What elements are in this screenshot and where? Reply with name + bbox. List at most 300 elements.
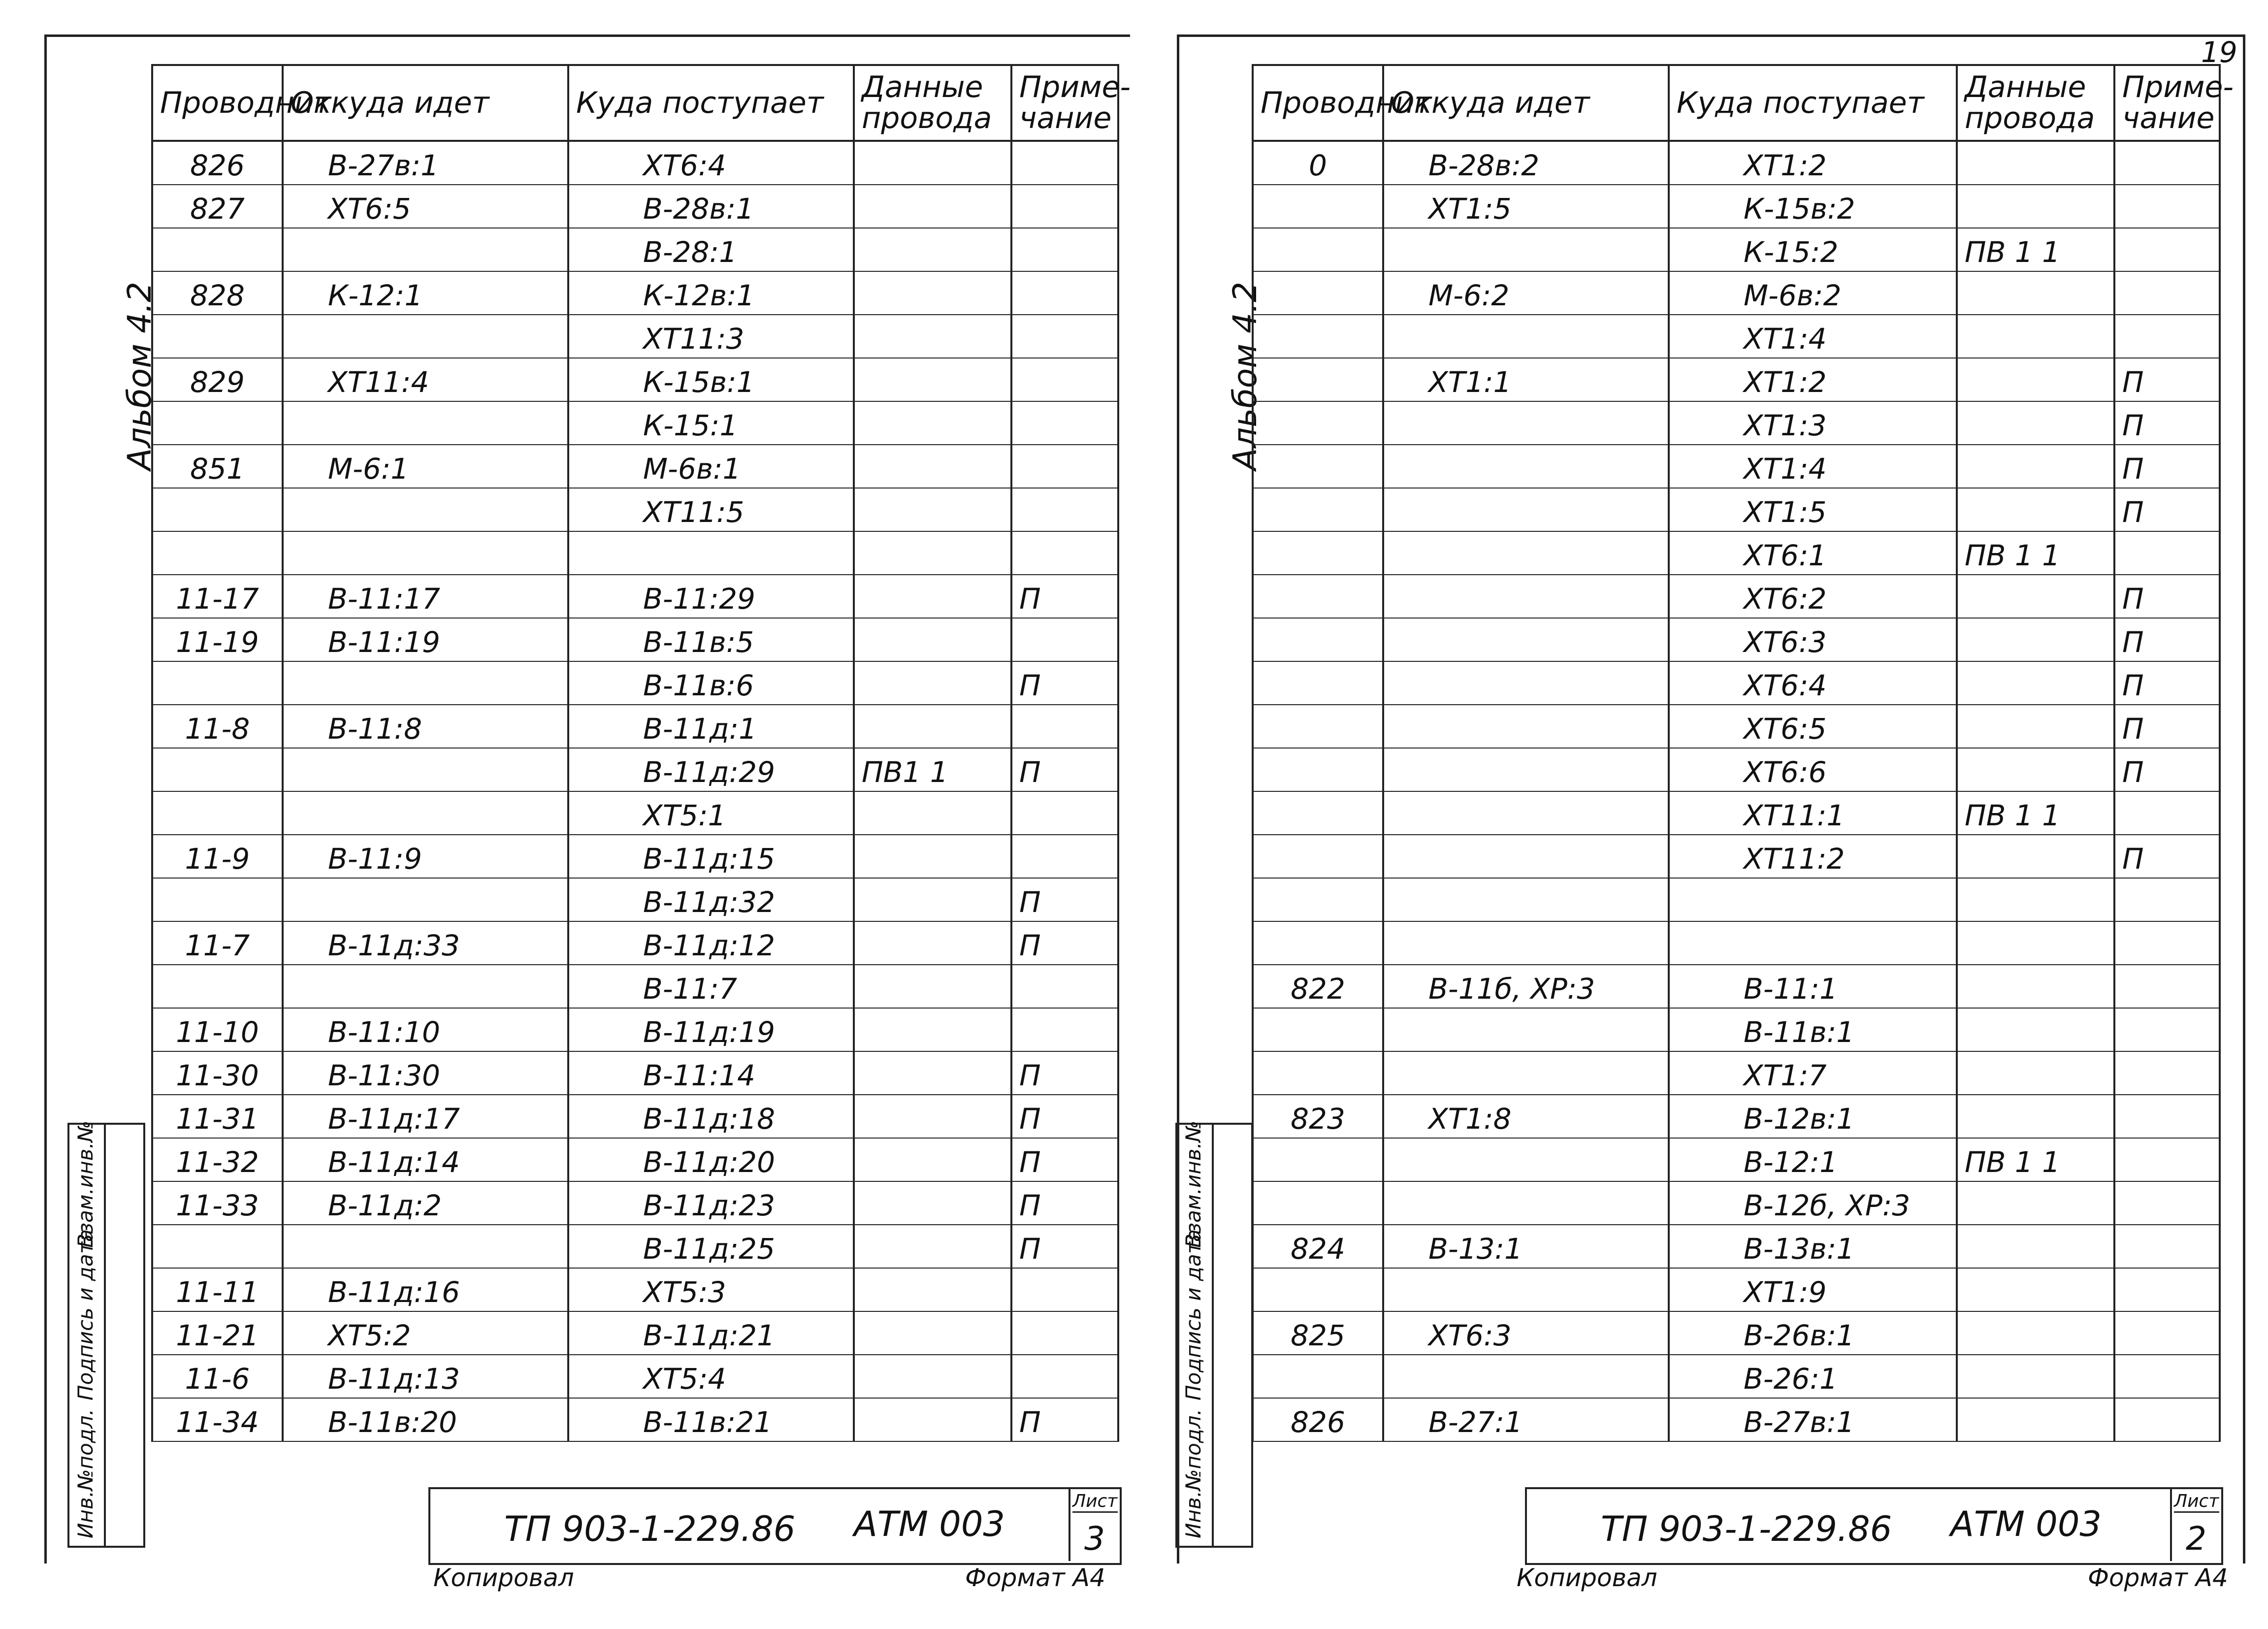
cell-note: П	[2114, 401, 2220, 445]
side-stamp	[67, 1120, 145, 1548]
cell-note	[1011, 705, 1118, 748]
cell-note: П	[1011, 1095, 1118, 1138]
table-body	[152, 141, 1118, 1441]
cell-note	[2114, 141, 2220, 185]
cell-conductor: 11-30	[152, 1051, 283, 1095]
cell-to: В-11в:1	[1669, 1008, 1957, 1051]
footer-format: Формат А4	[2088, 1564, 2228, 1592]
cell-to: В-11в:21	[568, 1398, 854, 1441]
cell-from	[1383, 531, 1669, 575]
cell-from: В-13:1	[1383, 1225, 1669, 1268]
cell-conductor	[1253, 1138, 1383, 1181]
cell-from	[283, 748, 568, 791]
cell-note	[2114, 791, 2220, 835]
cell-note: П	[1011, 921, 1118, 965]
table-row	[1253, 878, 2220, 921]
cell-note: П	[1011, 1181, 1118, 1225]
cell-wire-data	[1957, 1051, 2114, 1095]
table-row	[152, 531, 1118, 575]
table-row	[152, 705, 1118, 748]
cell-to: В-26:1	[1669, 1355, 1957, 1398]
table-row	[152, 835, 1118, 878]
cell-to: ХТ6:4	[1669, 661, 1957, 705]
cell-conductor	[1253, 1008, 1383, 1051]
cell-wire-data	[854, 575, 1011, 618]
title-code: ТП 903-1-229.86	[504, 1509, 796, 1549]
cell-to: В-11д:1	[568, 705, 854, 748]
cell-from	[1383, 445, 1669, 488]
cell-conductor: 11-32	[152, 1138, 283, 1181]
cell-conductor: 11-6	[152, 1355, 283, 1398]
cell-from	[1383, 575, 1669, 618]
cell-wire-data	[854, 488, 1011, 531]
cell-note	[2114, 185, 2220, 228]
cell-to: В-11д:12	[568, 921, 854, 965]
cell-note	[2114, 1181, 2220, 1225]
cell-conductor	[1253, 1268, 1383, 1311]
cell-wire-data	[1957, 878, 2114, 921]
cell-note: П	[2114, 835, 2220, 878]
cell-note	[1011, 488, 1118, 531]
sheet-left	[44, 34, 1130, 1564]
cell-wire-data	[854, 271, 1011, 315]
cell-to: В-11д:29	[568, 748, 854, 791]
cell-from	[1383, 878, 1669, 921]
cell-wire-data	[854, 1008, 1011, 1051]
cell-to: ХТ6:2	[1669, 575, 1957, 618]
cell-wire-data	[854, 661, 1011, 705]
cell-to: ХТ11:5	[568, 488, 854, 531]
table-row	[1253, 835, 2220, 878]
cell-to: К-15:1	[568, 401, 854, 445]
cell-to: В-28:1	[568, 228, 854, 271]
cell-note	[1011, 791, 1118, 835]
cell-from	[283, 661, 568, 705]
cell-wire-data	[854, 445, 1011, 488]
cell-to: ХТ1:4	[1669, 445, 1957, 488]
cell-note	[2114, 1051, 2220, 1095]
cell-conductor: 11-9	[152, 835, 283, 878]
cell-from: М-6:2	[1383, 271, 1669, 315]
stamp-label-replace: Взам.инв.№	[73, 1120, 97, 1248]
footer-format: Формат А4	[965, 1564, 1105, 1592]
cell-from	[1383, 488, 1669, 531]
table-row	[1253, 1398, 2220, 1441]
cell-from	[1383, 1355, 1669, 1398]
sheet-number: 3	[1084, 1520, 1105, 1558]
side-stamp	[1175, 1120, 1253, 1548]
cell-wire-data	[854, 618, 1011, 661]
cell-note	[2114, 1355, 2220, 1398]
cell-note	[1011, 531, 1118, 575]
cell-note	[2114, 1095, 2220, 1138]
cell-wire-data	[1957, 835, 2114, 878]
cell-from	[1383, 315, 1669, 358]
wiring-table	[1252, 64, 2234, 1442]
cell-from	[1383, 1268, 1669, 1311]
cell-to: В-12:1	[1669, 1138, 1957, 1181]
cell-from: В-11б, ХР:3	[1383, 965, 1669, 1008]
cell-to: В-11д:15	[568, 835, 854, 878]
cell-conductor	[1253, 1051, 1383, 1095]
cell-from	[283, 965, 568, 1008]
table-row	[152, 575, 1118, 618]
cell-to: В-11д:25	[568, 1225, 854, 1268]
cell-note	[1011, 185, 1118, 228]
cell-wire-data	[1957, 1398, 2114, 1441]
cell-to: ХТ6:4	[568, 141, 854, 185]
cell-conductor: 822	[1253, 965, 1383, 1008]
cell-conductor: 829	[152, 358, 283, 401]
album-label: Альбом 4.2	[121, 281, 159, 470]
cell-conductor: 11-11	[152, 1268, 283, 1311]
table-row	[152, 965, 1118, 1008]
cell-conductor: 11-7	[152, 921, 283, 965]
table-row	[152, 271, 1118, 315]
cell-wire-data	[854, 228, 1011, 271]
cell-from: В-27:1	[1383, 1398, 1669, 1441]
cell-to: В-27в:1	[1669, 1398, 1957, 1441]
cell-to: ХТ1:5	[1669, 488, 1957, 531]
cell-to: ХТ1:9	[1669, 1268, 1957, 1311]
table-row	[1253, 358, 2220, 401]
cell-conductor	[152, 531, 283, 575]
cell-to: ХТ11:1	[1669, 791, 1957, 835]
cell-conductor: 11-34	[152, 1398, 283, 1441]
cell-wire-data	[854, 185, 1011, 228]
cell-conductor: 827	[152, 185, 283, 228]
cell-conductor	[152, 228, 283, 271]
cell-wire-data	[854, 1225, 1011, 1268]
cell-from: В-28в:2	[1383, 141, 1669, 185]
cell-from	[1383, 618, 1669, 661]
cell-wire-data	[1957, 705, 2114, 748]
title-block	[428, 1487, 1122, 1565]
table-row	[1253, 1095, 2220, 1138]
table-row	[1253, 618, 2220, 661]
header-from: Откуда идет	[1383, 65, 1669, 141]
table-row	[152, 358, 1118, 401]
header-from: Откуда идет	[283, 65, 568, 141]
cell-to: ХТ5:3	[568, 1268, 854, 1311]
cell-to: ХТ11:3	[568, 315, 854, 358]
cell-to: К-15в:2	[1669, 185, 1957, 228]
cell-from	[1383, 921, 1669, 965]
header-note: Приме-чание	[1011, 65, 1118, 141]
cell-wire-data	[1957, 1095, 2114, 1138]
cell-wire-data: ПВ 1 1	[1957, 531, 2114, 575]
cell-wire-data	[854, 315, 1011, 358]
stamp-label-sign: Подпись и дата	[73, 1229, 97, 1401]
cell-wire-data	[854, 401, 1011, 445]
cell-note	[1011, 445, 1118, 488]
table-row	[152, 228, 1118, 271]
sheet-label: Лист	[2174, 1491, 2219, 1513]
cell-note: П	[1011, 1225, 1118, 1268]
cell-from: М-6:1	[283, 445, 568, 488]
cell-wire-data	[1957, 271, 2114, 315]
cell-to: ХТ5:1	[568, 791, 854, 835]
cell-to: ХТ1:2	[1669, 141, 1957, 185]
cell-note	[2114, 1225, 2220, 1268]
cell-note	[1011, 358, 1118, 401]
cell-note	[1011, 271, 1118, 315]
table-row	[152, 185, 1118, 228]
cell-note	[2114, 1008, 2220, 1051]
cell-note	[1011, 228, 1118, 271]
cell-to: В-28в:1	[568, 185, 854, 228]
table-row	[152, 618, 1118, 661]
table-header-row	[1253, 65, 2220, 141]
cell-conductor	[1253, 835, 1383, 878]
title-code: ТП 903-1-229.86	[1601, 1509, 1892, 1549]
cell-conductor	[152, 878, 283, 921]
table-row	[152, 1311, 1118, 1355]
cell-conductor: 824	[1253, 1225, 1383, 1268]
table-row	[152, 1398, 1118, 1441]
table-row	[152, 1355, 1118, 1398]
table-row	[1253, 488, 2220, 531]
cell-from	[283, 791, 568, 835]
cell-note	[1011, 141, 1118, 185]
cell-conductor	[1253, 228, 1383, 271]
cell-wire-data	[1957, 185, 2114, 228]
cell-wire-data	[1957, 1008, 2114, 1051]
cell-conductor	[1253, 531, 1383, 575]
title-atm: АТМ 003	[1950, 1504, 2102, 1544]
header-to: Куда поступает	[568, 65, 854, 141]
cell-note	[1011, 1355, 1118, 1398]
cell-to: В-11в:5	[568, 618, 854, 661]
cell-conductor	[1253, 488, 1383, 531]
cell-from	[1383, 1051, 1669, 1095]
cell-to	[568, 531, 854, 575]
cell-from: В-11д:2	[283, 1181, 568, 1225]
footer-copied: Копировал	[433, 1564, 574, 1592]
cell-from	[283, 488, 568, 531]
cell-note	[1011, 835, 1118, 878]
cell-to: М-6в:1	[568, 445, 854, 488]
cell-wire-data	[1957, 1311, 2114, 1355]
cell-conductor	[1253, 921, 1383, 965]
cell-wire-data	[854, 791, 1011, 835]
cell-note	[2114, 965, 2220, 1008]
cell-conductor	[1253, 315, 1383, 358]
cell-conductor: 0	[1253, 141, 1383, 185]
cell-to: К-15в:1	[568, 358, 854, 401]
cell-conductor: 851	[152, 445, 283, 488]
cell-note	[1011, 965, 1118, 1008]
cell-from: В-11:17	[283, 575, 568, 618]
table-row	[1253, 705, 2220, 748]
cell-wire-data	[854, 1181, 1011, 1225]
cell-conductor	[1253, 878, 1383, 921]
table-row	[1253, 748, 2220, 791]
cell-conductor: 11-21	[152, 1311, 283, 1355]
table-row	[1253, 921, 2220, 965]
cell-from: ХТ1:8	[1383, 1095, 1669, 1138]
cell-note	[2114, 1268, 2220, 1311]
table-row	[1253, 445, 2220, 488]
table-row	[1253, 1051, 2220, 1095]
cell-conductor: 825	[1253, 1311, 1383, 1355]
stamp-label-inv: Инв.№подл.	[1181, 1408, 1205, 1538]
cell-conductor	[152, 748, 283, 791]
table-row	[152, 1051, 1118, 1095]
cell-from	[283, 531, 568, 575]
cell-note	[2114, 1398, 2220, 1441]
sheet-number-box	[2170, 1489, 2221, 1561]
cell-conductor	[152, 661, 283, 705]
cell-wire-data	[854, 878, 1011, 921]
cell-note: П	[2114, 748, 2220, 791]
cell-wire-data	[854, 921, 1011, 965]
cell-to: ХТ6:5	[1669, 705, 1957, 748]
cell-to: В-11в:6	[568, 661, 854, 705]
cell-wire-data	[1957, 965, 2114, 1008]
cell-wire-data	[854, 1138, 1011, 1181]
cell-wire-data	[1957, 575, 2114, 618]
cell-from	[1383, 791, 1669, 835]
cell-from	[283, 1225, 568, 1268]
cell-note	[2114, 271, 2220, 315]
header-wire-data: Данные провода	[1957, 65, 2114, 141]
page-number: 19	[2201, 35, 2237, 69]
table-row	[152, 488, 1118, 531]
cell-note	[1011, 618, 1118, 661]
cell-to: В-11:29	[568, 575, 854, 618]
header-conductor: Проводник	[152, 65, 283, 141]
cell-from: В-11в:20	[283, 1398, 568, 1441]
cell-note: П	[2114, 705, 2220, 748]
cell-wire-data	[1957, 1181, 2114, 1225]
cell-wire-data	[854, 1051, 1011, 1095]
table-row	[152, 315, 1118, 358]
sheet-right	[1177, 34, 2245, 1564]
cell-wire-data	[1957, 358, 2114, 401]
cell-from: В-11:8	[283, 705, 568, 748]
cell-wire-data	[854, 1095, 1011, 1138]
table-row	[1253, 185, 2220, 228]
cell-from: К-12:1	[283, 271, 568, 315]
cell-from: В-11:10	[283, 1008, 568, 1051]
cell-from	[1383, 1138, 1669, 1181]
cell-conductor	[1253, 271, 1383, 315]
cell-wire-data	[1957, 921, 2114, 965]
cell-from	[1383, 401, 1669, 445]
cell-to: В-13в:1	[1669, 1225, 1957, 1268]
cell-wire-data	[1957, 445, 2114, 488]
cell-from	[283, 315, 568, 358]
cell-to: В-12б, ХР:3	[1669, 1181, 1957, 1225]
cell-to: ХТ1:7	[1669, 1051, 1957, 1095]
table-row	[152, 1225, 1118, 1268]
cell-conductor	[152, 965, 283, 1008]
cell-conductor: 826	[152, 141, 283, 185]
cell-conductor	[1253, 1181, 1383, 1225]
cell-to	[1669, 921, 1957, 965]
wiring-table	[151, 64, 1131, 1442]
cell-wire-data	[854, 1398, 1011, 1441]
stamp-label-sign: Подпись и дата	[1181, 1229, 1205, 1401]
cell-note	[2114, 921, 2220, 965]
cell-from: ХТ11:4	[283, 358, 568, 401]
cell-wire-data	[1957, 401, 2114, 445]
cell-to: ХТ5:4	[568, 1355, 854, 1398]
cell-conductor: 11-31	[152, 1095, 283, 1138]
cell-to: В-11д:32	[568, 878, 854, 921]
cell-conductor	[1253, 445, 1383, 488]
cell-note: П	[1011, 661, 1118, 705]
table-row	[1253, 271, 2220, 315]
cell-from	[283, 228, 568, 271]
table-row	[152, 401, 1118, 445]
cell-to: ХТ1:3	[1669, 401, 1957, 445]
cell-conductor: 11-8	[152, 705, 283, 748]
cell-to: ХТ1:4	[1669, 315, 1957, 358]
cell-note: П	[2114, 445, 2220, 488]
cell-from	[1383, 835, 1669, 878]
cell-wire-data	[1957, 1268, 2114, 1311]
cell-note: П	[2114, 488, 2220, 531]
cell-from	[283, 401, 568, 445]
table-row	[152, 748, 1118, 791]
title-block	[1525, 1487, 2223, 1565]
table-row	[1253, 1311, 2220, 1355]
table-row	[1253, 575, 2220, 618]
cell-to: В-11д:19	[568, 1008, 854, 1051]
cell-note	[1011, 401, 1118, 445]
cell-to: К-15:2	[1669, 228, 1957, 271]
table-row	[1253, 1181, 2220, 1225]
cell-note: П	[1011, 1051, 1118, 1095]
stamp-label-replace: Взам.инв.№	[1181, 1120, 1205, 1248]
cell-wire-data	[1957, 748, 2114, 791]
cell-conductor	[152, 488, 283, 531]
cell-note	[2114, 315, 2220, 358]
table-row	[152, 1138, 1118, 1181]
cell-note: П	[1011, 878, 1118, 921]
table-row	[152, 1181, 1118, 1225]
table-row	[1253, 1225, 2220, 1268]
cell-note: П	[1011, 1138, 1118, 1181]
cell-from: ХТ6:3	[1383, 1311, 1669, 1355]
cell-conductor	[152, 401, 283, 445]
cell-conductor: 11-10	[152, 1008, 283, 1051]
table-row	[1253, 791, 2220, 835]
cell-conductor	[1253, 401, 1383, 445]
cell-conductor	[152, 791, 283, 835]
sheet-label: Лист	[1072, 1491, 1118, 1513]
footer-copied: Копировал	[1517, 1564, 1657, 1592]
cell-conductor: 11-19	[152, 618, 283, 661]
cell-wire-data	[854, 1268, 1011, 1311]
table-row	[152, 1095, 1118, 1138]
cell-from	[1383, 705, 1669, 748]
cell-from: В-11д:17	[283, 1095, 568, 1138]
cell-from: ХТ5:2	[283, 1311, 568, 1355]
cell-to: ХТ6:6	[1669, 748, 1957, 791]
sheet-number-box	[1069, 1489, 1120, 1561]
sheet-number: 2	[2186, 1520, 2206, 1558]
cell-wire-data	[1957, 1225, 2114, 1268]
cell-wire-data: ПВ 1 1	[1957, 791, 2114, 835]
cell-from	[1383, 228, 1669, 271]
cell-from: В-11д:14	[283, 1138, 568, 1181]
cell-to: В-11д:23	[568, 1181, 854, 1225]
cell-from: ХТ1:5	[1383, 185, 1669, 228]
album-label: Альбом 4.2	[1226, 281, 1264, 470]
